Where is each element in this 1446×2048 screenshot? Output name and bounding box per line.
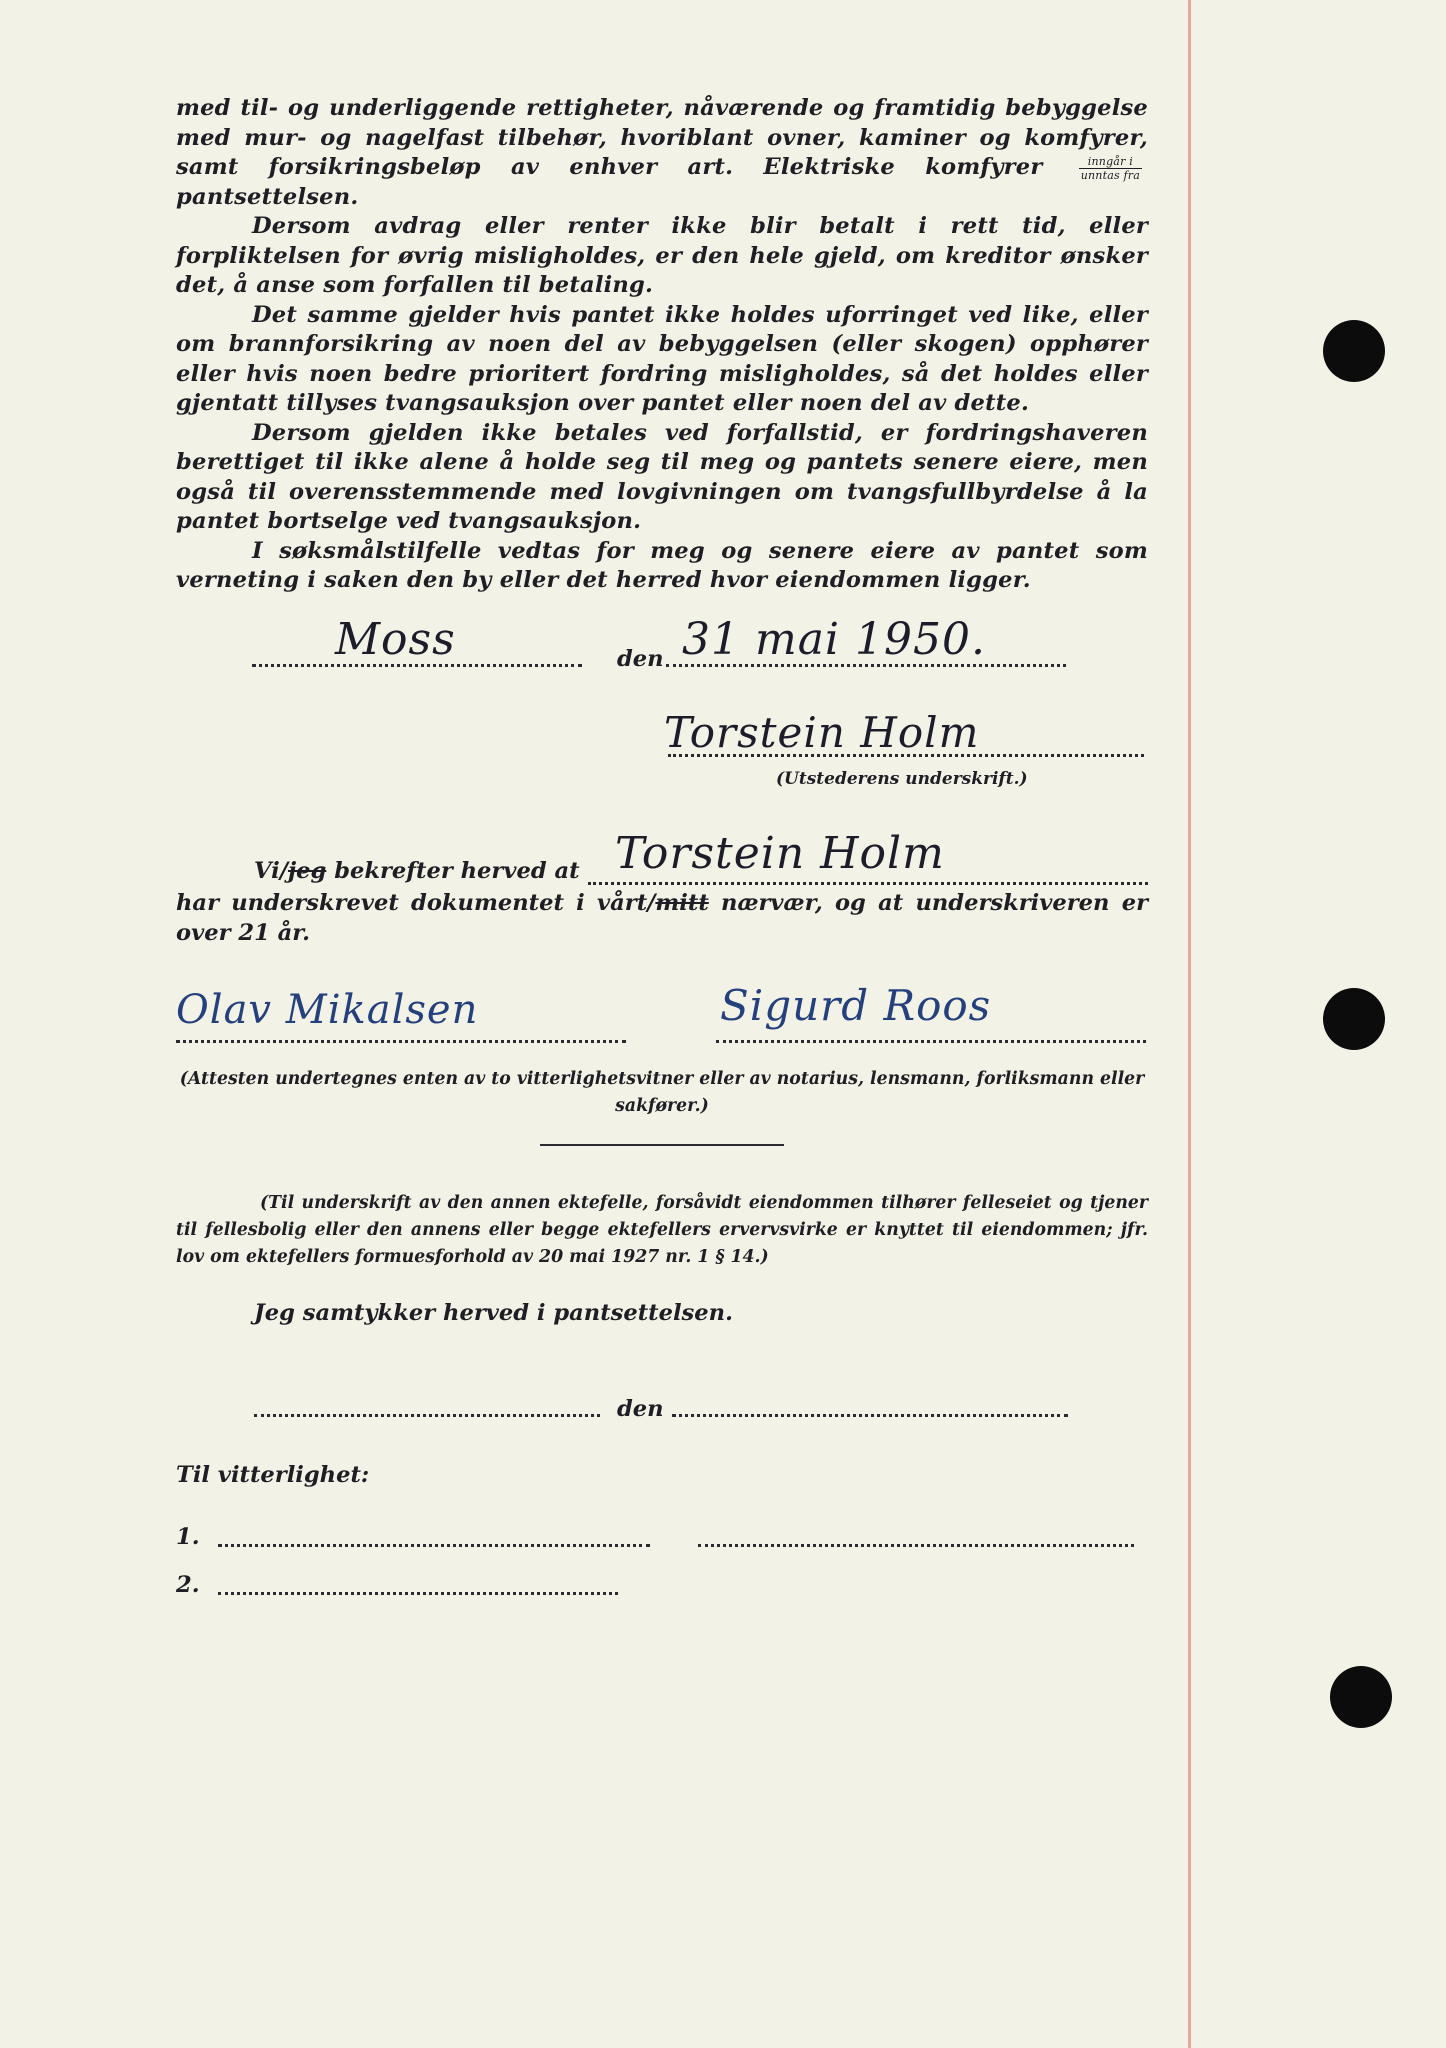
- place-handwriting: Moss: [335, 614, 456, 665]
- terms-p1-end: pantsettelsen.: [176, 183, 359, 210]
- spouse-witness-1-line-a: [218, 1544, 650, 1547]
- spouse-consent: Jeg samtykker herved i pantsettelsen.: [254, 1300, 733, 1326]
- punch-hole-1: [1323, 320, 1385, 382]
- den-label: den: [617, 646, 664, 672]
- witness-number-2: 2.: [176, 1572, 200, 1598]
- witness-number-1: 1.: [176, 1524, 200, 1550]
- punch-hole-2: [1323, 988, 1385, 1050]
- spouse-witness-1-line-b: [698, 1544, 1134, 1547]
- spouse-witness-2-line: [218, 1592, 618, 1595]
- date-handwriting: 31 mai 1950.: [682, 614, 986, 665]
- terms-paragraph-4: Dersom gjelden ikke betales ved forfallstid, er fordringshaveren berettiget til ikke alene å holde seg til meg og pantets senere eiere, men også til overensstemmende med lovgivningen om tvangsfullbyrdelse å la pantet bortselge ved tvangsauksjon.: [176, 419, 1148, 534]
- terms-paragraph-2: Dersom avdrag eller renter ikke blir betalt i rett tid, eller forpliktelsen for øvrig misligholdes, er den hele gjeld, om kreditor ønsker det, å anse som forfallen til betaling.: [176, 213, 1148, 298]
- spouse-note: (Til underskrift av den annen ektefelle, forsåvidt eiendommen tilhører felleseiet og tjener til fellesbolig eller den annens eller begge ektefellers ervervsvirke er knyttet til eiendommen; jfr. lov om ektefellers formuesforhold av 20 mai 1927 nr. 1 § 14.): [176, 1193, 1148, 1267]
- spouse-den-label: den: [617, 1396, 664, 1422]
- attest-l2b: nærvær, og at underskriveren er: [721, 890, 1148, 916]
- witness-2-line: [716, 1040, 1146, 1043]
- witness-2-signature: Sigurd Roos: [720, 981, 992, 1030]
- margin-rule: [1188, 0, 1191, 2048]
- mortgage-terms: [176, 94, 1148, 596]
- attest-confirm: bekrefter herved at: [334, 858, 580, 884]
- witness-heading: Til vitterlighet:: [176, 1462, 370, 1488]
- fraction-top: inngår i: [1079, 155, 1142, 169]
- attest-jeg-struck: jeg: [287, 858, 327, 884]
- terms-paragraph-3: Det samme gjelder hvis pantet ikke holdes uforringet ved like, eller om brannforsikring av noen del av bebyggelsen (eller skogen) opphører eller hvis noen bedre prioritert fordring misligholdes, så det holdes eller gjentatt tillyses tvangsauksjon over pantet eller noen del av dette.: [176, 301, 1148, 416]
- fraction-bottom: unntas fra: [1080, 168, 1140, 182]
- spouse-place-line: [254, 1414, 600, 1417]
- attest-note: (Attesten undertegnes enten av to vitterlighetsvitner eller av notarius, lensmann, forliksmann eller sakfører.): [179, 1069, 1145, 1116]
- spouse-date-line: [672, 1414, 1068, 1417]
- witness-1-line: [176, 1040, 626, 1043]
- terms-p1-text: med til- og underliggende rettigheter, nåværende og framtidig bebyggelse med mur- og nagelfast tilbehør, hvoriblant ovner, kaminer og komfyrer, samt forsikringsbeløp av enhver art. Elektriske komfyrer: [176, 95, 1148, 180]
- attest-prefix: [254, 858, 580, 884]
- terms-paragraph-5: I søksmålstilfelle vedtas for meg og senere eiere av pantet som verneting i saken den by eller det herred hvor eiendommen ligger.: [176, 537, 1148, 593]
- witness-1-signature: Olav Mikalsen: [176, 987, 479, 1033]
- terms-paragraph-1: [176, 94, 1148, 212]
- attest-name-handwriting: Torstein Holm: [615, 828, 945, 879]
- attest-line-3: over 21 år.: [176, 920, 310, 946]
- komfyr-fraction: [1079, 155, 1142, 182]
- issuer-signature: Torstein Holm: [664, 708, 980, 757]
- attest-name-line: [588, 882, 1148, 885]
- attest-line-2: [176, 890, 1148, 916]
- attest-mitt-struck: mitt: [655, 890, 709, 916]
- divider-rule: [540, 1144, 784, 1146]
- punch-hole-3: [1330, 1666, 1392, 1728]
- attest-l2a: har underskrevet dokumentet i vårt/: [176, 890, 656, 916]
- issuer-caption: (Utstederens underskrift.): [776, 769, 1028, 789]
- issuer-signature-line: [668, 754, 1144, 757]
- attest-vi: Vi/: [254, 858, 288, 884]
